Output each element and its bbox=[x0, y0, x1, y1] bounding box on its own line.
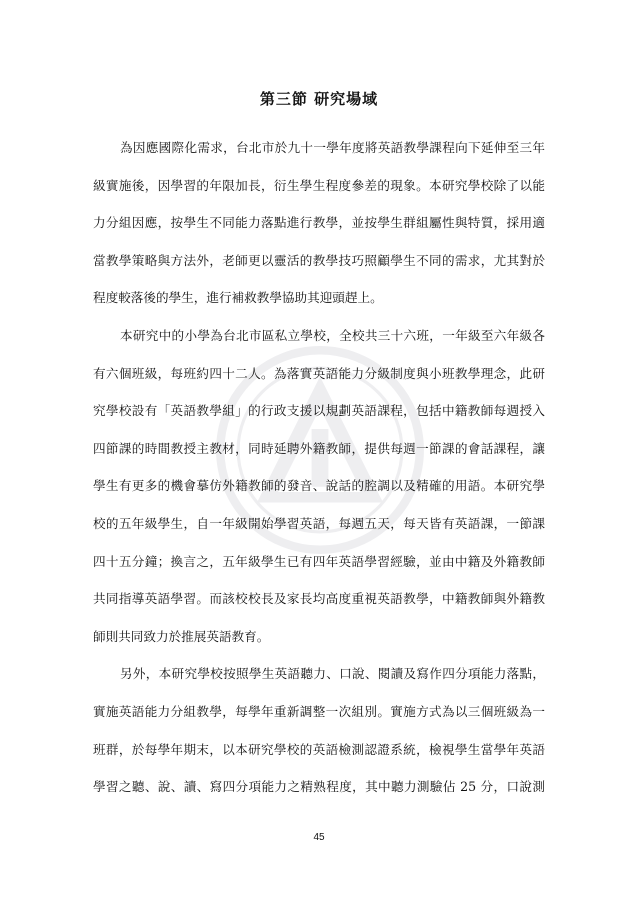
text-line: 當教學策略與方法外，老師更以靈活的教學技巧照顧學生不同的需求，尤其對於 bbox=[93, 252, 545, 268]
text-line: 力分組因應，按學生不同能力落點進行教學，並按學生群組屬性與特質，採用適 bbox=[93, 215, 545, 231]
text-line: 本研究中的小學為台北市區私立學校，全校共三十六班，一年級至六年級各 bbox=[120, 327, 545, 343]
text-line: 學習之聽、說、讀、寫四分項能力之精熟程度，其中聽力測驗佔 25 分，口說測 bbox=[93, 779, 545, 795]
text-line: 程度較落後的學生，進行補救教學協助其迎頭趕上。 bbox=[93, 290, 383, 306]
text-line: 校的五年級學生，自一年級開始學習英語，每週五天，每天皆有英語課，一節課 bbox=[93, 515, 545, 531]
text-line: 有六個班級，每班約四十二人。為落實英語能力分級制度與小班教學理念，此研 bbox=[93, 365, 545, 381]
text-line: 另外，本研究學校按照學生英語聽力、口說、閱讀及寫作四分項能力落點， bbox=[120, 666, 545, 682]
text-line: 班群，於每學年期末，以本研究學校的英語檢測認證系統，檢視學生當學年英語 bbox=[93, 741, 545, 757]
text-line: 級實施後，因學習的年限加長，衍生學生程度參差的現象。本研究學校除了以能 bbox=[93, 177, 545, 193]
text-line: 實施英語能力分組教學，每學年重新調整一次組別。實施方式為以三個班級為一 bbox=[93, 703, 545, 719]
text-line: 究學校設有「英語教學組」的行政支援以規劃英語課程，包括中籍教師每週授入 bbox=[93, 403, 545, 419]
body-text bbox=[93, 129, 545, 806]
text-line: 為因應國際化需求，台北市於九十一學年度將英語教學課程向下延伸至三年 bbox=[120, 140, 545, 155]
text-line: 學生有更多的機會摹仿外籍教師的發音、說話的腔調以及精確的用語。本研究學 bbox=[93, 478, 545, 494]
page-number: 45 bbox=[313, 832, 325, 843]
text-line: 師則共同致力於推展英語教育。 bbox=[93, 628, 270, 644]
section-title: 第三節 研究場域 bbox=[259, 90, 379, 108]
text-line: 四十五分鐘；換言之，五年級學生已有四年英語學習經驗，並由中籍及外籍教師 bbox=[93, 553, 545, 569]
text-line: 共同指導英語學習。而該校校長及家長均高度重視英語教學，中籍教師與外籍教 bbox=[93, 591, 545, 607]
text-line: 四節課的時間教授主教材，同時延聘外籍教師，提供每週一節課的會話課程，讓 bbox=[93, 440, 545, 456]
